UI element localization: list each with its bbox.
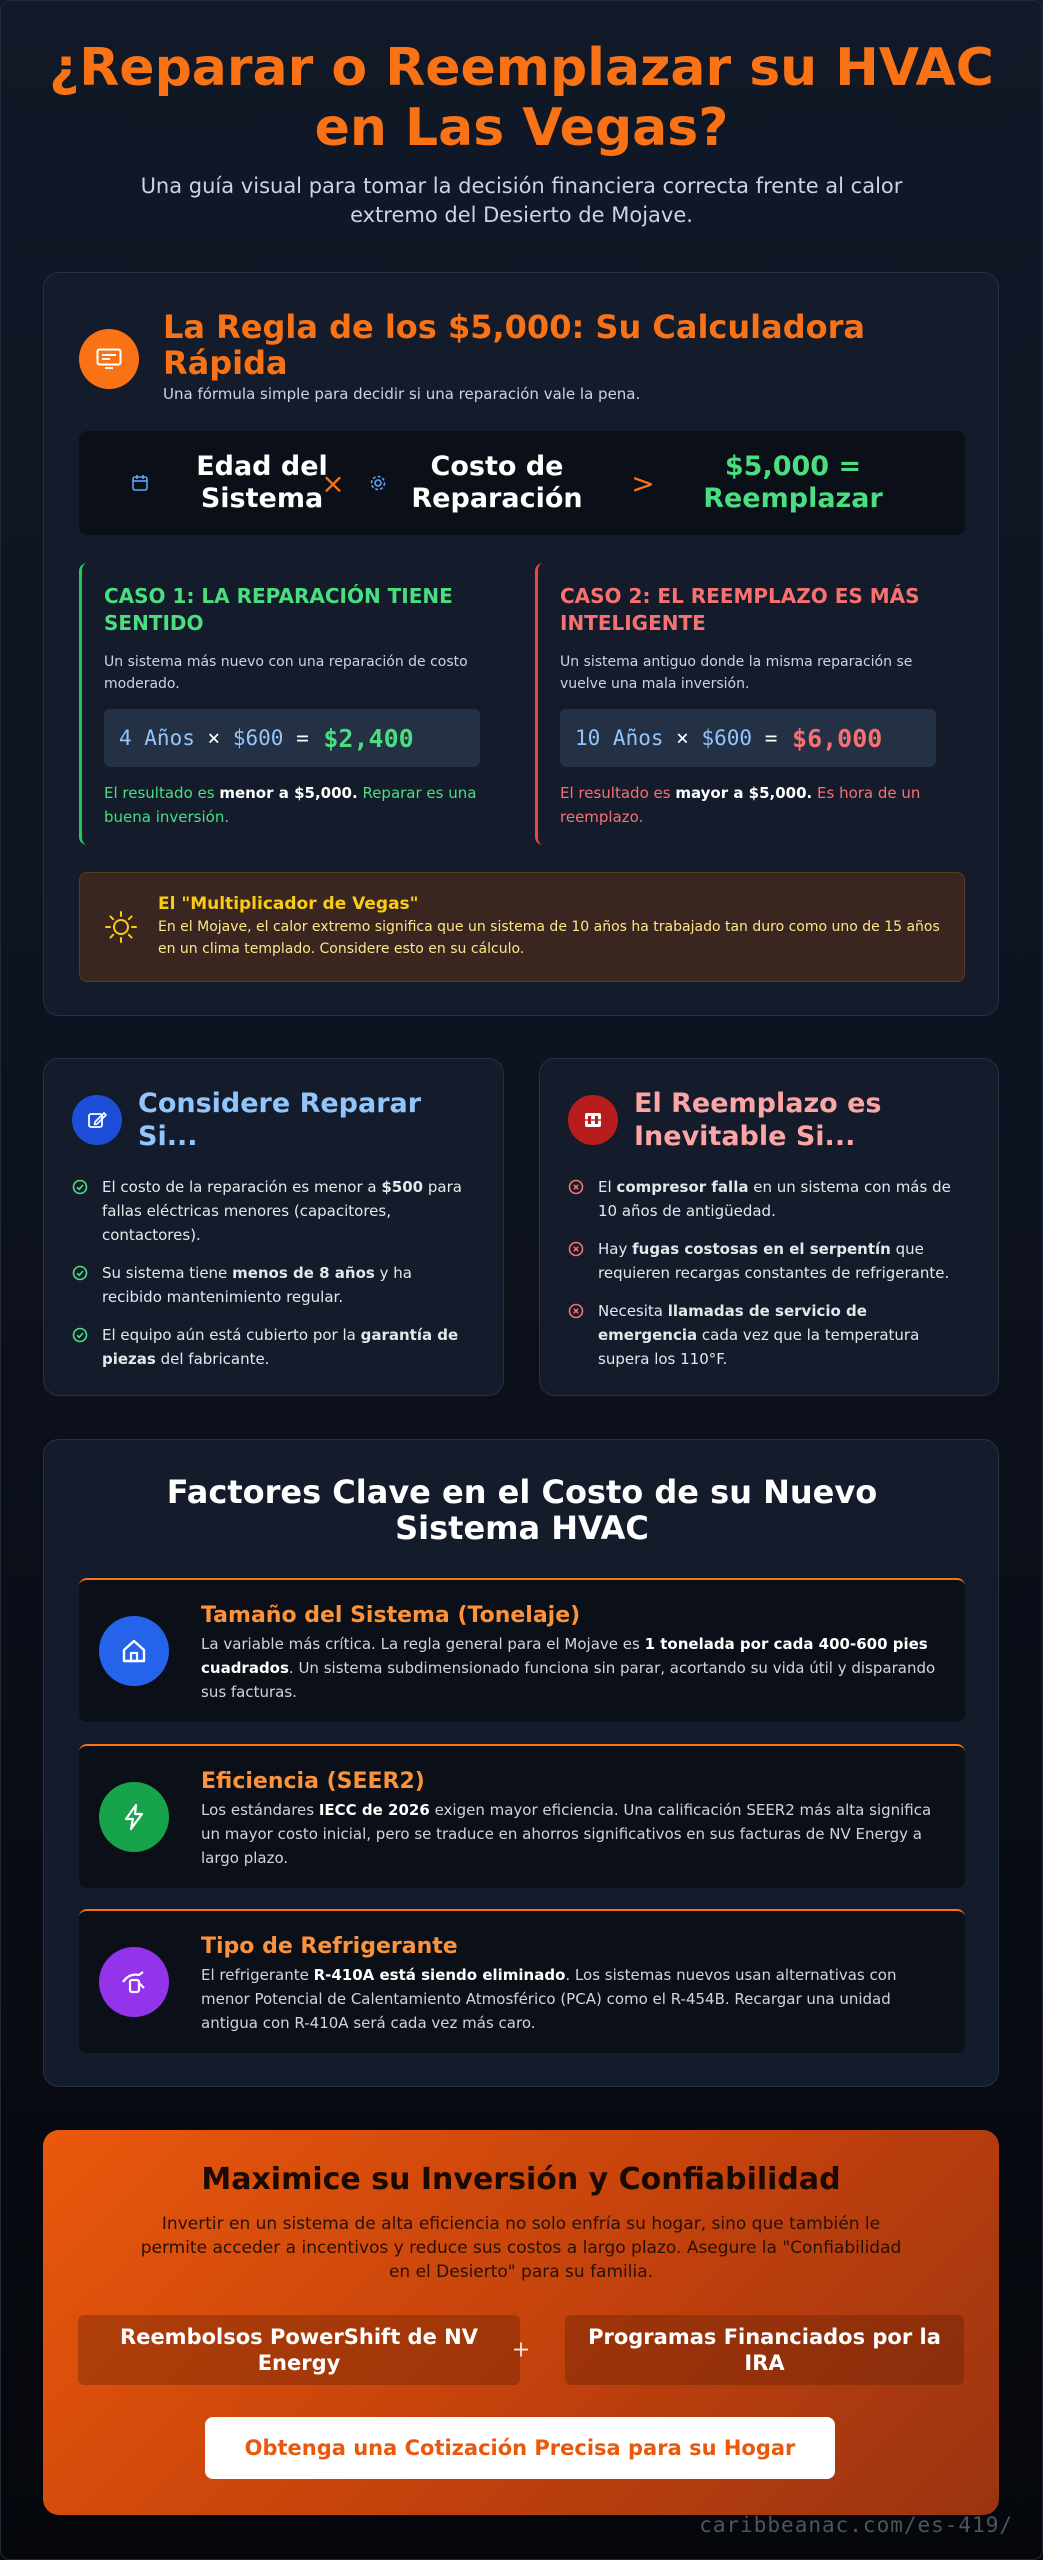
repair-card (43, 1058, 504, 1396)
factors-title: Factores Clave en el Costo de su Nuevo Sistema HVAC (166, 1473, 878, 1547)
factor-text-bold: R-410A está siendo eliminado (313, 1966, 566, 1984)
case2-result-post: Es hora de un reemplazo. (560, 784, 921, 826)
formula-cost (353, 451, 603, 515)
x-circle-icon (568, 1303, 584, 1319)
item-text: para fallas eléctricas menores (capacitores, contactores). (102, 1178, 462, 1244)
case1-result-bold: menor a $5,000. (219, 784, 358, 802)
replace-list (568, 1175, 970, 1371)
case1-result (104, 781, 480, 829)
factor-text-pre: El refrigerante (201, 1966, 314, 1984)
repair-list (72, 1175, 475, 1371)
item-text: cada vez que la temperatura supera los 110°F. (598, 1326, 920, 1368)
powershift-rebates: Reembolsos PowerShift de NV Energy (78, 2315, 520, 2385)
case2-desc: Un sistema antiguo donde la misma reparación se vuelve una mala inversión. (560, 654, 913, 692)
case2-result-pre: El resultado es (560, 784, 676, 802)
list-item (72, 1175, 475, 1247)
vegas-title: El "Multiplicador de Vegas" (158, 894, 419, 914)
case1-times: × (207, 726, 221, 750)
case2-age: 10 Años (575, 726, 664, 750)
ira-programs: Programas Financiados por la IRA (565, 2315, 964, 2385)
formula-greater: > (631, 466, 655, 500)
refrigerant-icon (99, 1947, 169, 2017)
factor-text-post: exigen mayor eficiencia. Una calificación SEER2 más alta significa un mayor costo inicial, pero se traduce en ahorros significativos en sus facturas de NV Energy a largo plazo. (201, 1801, 932, 1867)
list-item (568, 1237, 970, 1285)
item-text: que requieren recargas constantes de refrigerante. (598, 1240, 950, 1282)
x-circle-icon (568, 1179, 584, 1195)
list-item (72, 1261, 475, 1309)
factor-refrigerant (79, 1909, 965, 2053)
case2-eq: = (764, 726, 778, 750)
page-title: ¿Reparar o Reemplazar su HVAC en Las Vegas? (49, 38, 994, 158)
calendar-icon (131, 474, 149, 492)
case2-title: CASO 2: EL REEMPLAZO ES MÁS INTELIGENTE (560, 584, 920, 635)
factor-text (201, 1798, 941, 1870)
check-icon (72, 1327, 88, 1343)
item-text: del fabricante. (155, 1350, 270, 1368)
cta-text: Invertir en un sistema de alta eficiencia no solo enfría su hogar, sino que también le permite acceder a incentivos y reduce sus costos a largo plazo. Asegure la "Confiabilidad en el Desierto" para su familia. (140, 2214, 902, 2282)
list-item (568, 1299, 970, 1371)
replace-title: El Reemplazo es Inevitable Si... (634, 1088, 882, 1152)
item-text: Necesita (598, 1302, 668, 1320)
factor-title: Tamaño del Sistema (Tonelaje) (201, 1603, 581, 1628)
hero (0, 38, 1043, 230)
source-url: caribbeanac.com/es-419/ (699, 2513, 1013, 2537)
case2-times: × (676, 726, 689, 750)
case1-age: 4 Años (119, 726, 195, 750)
page-subtitle: Una guía visual para tomar la decisión financiera correcta frente al calor extremo del Desierto de Mojave. (140, 174, 903, 227)
list-item (568, 1175, 970, 1223)
factor-size (79, 1578, 965, 1722)
factor-text-bold: 1 tonelada por cada 400-600 pies cuadrados (201, 1635, 928, 1677)
formula-times: × (321, 466, 345, 500)
item-text: en un sistema con más de 10 años de antigüedad. (598, 1178, 951, 1220)
case1-title: CASO 1: LA REPARACIÓN TIENE SENTIDO (104, 584, 453, 635)
case2-result-value: $6,000 (792, 723, 883, 753)
case1-result-post: Reparar es una buena inversión. (104, 784, 477, 826)
case2-cost: $600 (701, 726, 753, 750)
vegas-multiplier (79, 872, 965, 982)
check-icon (72, 1265, 88, 1281)
formula-age-label: Edad del Sistema (196, 451, 328, 514)
item-text: y ha recibido mantenimiento regular. (102, 1264, 412, 1306)
factor-title: Eficiencia (SEER2) (201, 1769, 425, 1794)
vegas-text: En el Mojave, el calor extremo significa que un sistema de 10 años ha trabajado tan duro como uno de 15 años en un clima templado. Considere esto en su cálculo. (158, 919, 940, 957)
item-text: Su sistema tiene (102, 1264, 233, 1282)
case1-cost: $600 (232, 726, 284, 750)
factor-text-post: . Los sistemas nuevos usan alternativas con menor Potencial de Calentamiento Atmosférico (PCA) como el R-454B. Recargar una unidad antigua con R-410A será cada vez más caro. (201, 1966, 897, 2032)
case1-calc (104, 709, 480, 767)
factor-text-post: . Un sistema subdimensionado funciona sin parar, acortando su vida útil y disparando sus facturas. (201, 1659, 936, 1701)
edit-icon (72, 1095, 122, 1145)
replace-card (539, 1058, 999, 1396)
cta-section (43, 2130, 999, 2515)
case2-result (560, 781, 936, 829)
calculator-icon (79, 329, 139, 389)
factor-text (201, 1632, 941, 1704)
plus-sign: + (511, 2337, 531, 2363)
item-bold: llamadas de servicio de emergencia (598, 1302, 867, 1344)
rule-card (43, 272, 999, 1016)
list-item (72, 1323, 475, 1371)
home-icon (99, 1616, 169, 1686)
factor-title: Tipo de Refrigerante (201, 1934, 458, 1959)
case1-result-pre: El resultado es (104, 784, 220, 802)
case1-eq: = (296, 726, 309, 750)
lightning-icon (99, 1782, 169, 1852)
item-bold: garantía de piezas (102, 1326, 459, 1368)
item-text: El equipo aún está cubierto por la (102, 1326, 361, 1344)
x-circle-icon (568, 1241, 584, 1257)
item-bold: fugas costosas en el serpentín (632, 1240, 891, 1258)
item-bold: $500 (381, 1178, 424, 1196)
case2-calc (560, 709, 936, 767)
item-bold: menos de 8 años (232, 1264, 375, 1282)
factor-text (201, 1963, 941, 2035)
case-repair (79, 563, 500, 845)
repair-title: Considere Reparar Si... (138, 1088, 422, 1152)
quote-button[interactable]: Obtenga una Cotización Precisa para su Hogar (205, 2417, 835, 2479)
factor-efficiency (79, 1744, 965, 1888)
case1-desc: Un sistema más nuevo con una reparación de costo moderado. (104, 654, 468, 692)
item-text: El costo de la reparación es menor a (102, 1178, 382, 1196)
rule-title: La Regla de los $5,000: Su Calculadora Rápida (163, 308, 865, 382)
gear-icon (369, 474, 387, 492)
check-icon (72, 1179, 88, 1195)
rule-formula (79, 431, 965, 535)
rule-header (79, 309, 883, 403)
item-text: Hay (598, 1240, 633, 1258)
sun-icon (104, 910, 138, 944)
case2-result-bold: mayor a $5,000. (675, 784, 813, 802)
item-bold: compresor falla (616, 1178, 749, 1196)
factor-text-pre: La variable más crítica. La regla general para el Mojave es (201, 1635, 645, 1653)
formula-cost-label: Costo de Reparación (411, 451, 583, 514)
formula-result: $5,000 = Reemplazar (703, 451, 883, 514)
item-text: El (598, 1178, 617, 1196)
factor-text-bold: IECC de 2026 (318, 1801, 430, 1819)
factor-text-pre: Los estándares (201, 1801, 319, 1819)
case1-result-value: $2,400 (323, 723, 414, 753)
case-replace (535, 563, 956, 845)
factors-card (43, 1439, 999, 2087)
cta-title: Maximice su Inversión y Confiabilidad (201, 2162, 841, 2197)
rule-subtitle: Una fórmula simple para decidir si una reparación vale la pena. (163, 385, 641, 403)
unit-icon (568, 1095, 618, 1145)
